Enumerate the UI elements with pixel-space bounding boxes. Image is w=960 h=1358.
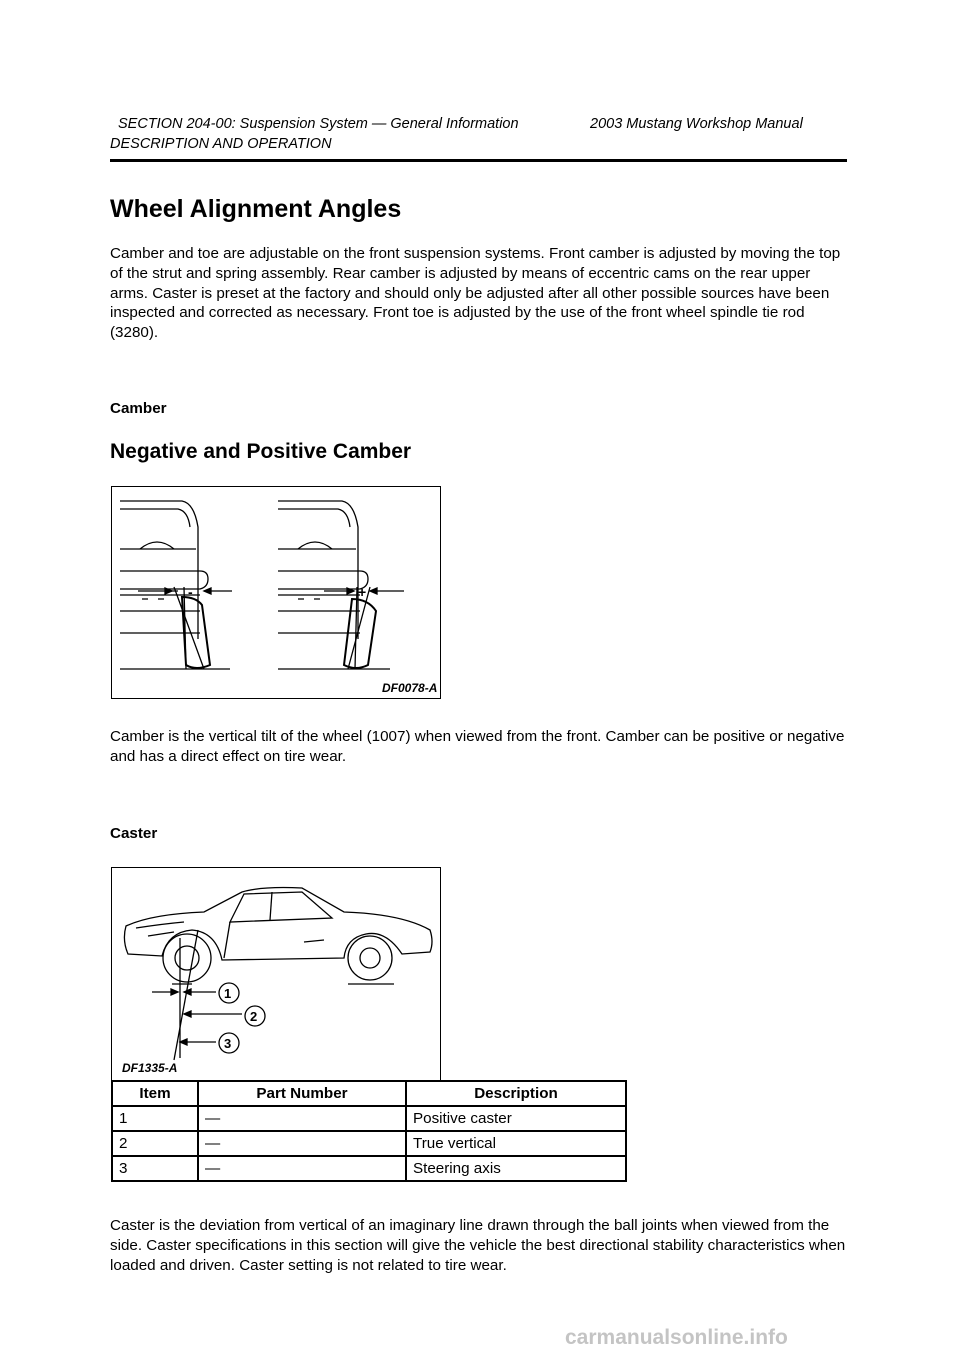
column-header: Item [112, 1081, 198, 1106]
caster-figure [111, 867, 441, 1081]
camber-paragraph: Camber is the vertical tilt of the wheel (1007) when viewed from the front. Camber can be positive or negative and has a direct effect on tire wear. [110, 728, 845, 765]
positive-camber-sign: + [358, 584, 367, 600]
caster-parts-table [111, 1080, 627, 1182]
callout-3: 3 [224, 1036, 232, 1051]
camber-figure-title: Negative and Positive Camber [110, 440, 412, 463]
caster-lines [152, 930, 265, 1060]
header-rule [110, 159, 847, 162]
header-subtitle: DESCRIPTION AND OPERATION [110, 136, 332, 152]
figure-id-label: DF1335-A [122, 1061, 178, 1075]
table-row [112, 1156, 626, 1181]
caster-heading: Caster [110, 825, 158, 842]
table-cell: 3 [112, 1156, 198, 1181]
figure-id-label: DF0078-A [382, 681, 438, 695]
intro-paragraph: Camber and toe are adjustable on the front suspension systems. Front camber is adjusted by moving the top of the strut and spring assembly. Rear camber is adjusted by means of eccentric cams on the rear upper arms. Caster is preset at the factory and should only be adjusted after all other possible sources have been inspected and corrected as necessary. Front toe is adjusted by the use of the front wheel spindle tie rod (3280). [110, 245, 841, 342]
table-cell: — [198, 1106, 406, 1131]
table-cell: — [198, 1131, 406, 1156]
page-title: Wheel Alignment Angles [110, 195, 402, 223]
camber-heading: Camber [110, 400, 167, 417]
caster-paragraph: Caster is the deviation from vertical of an imaginary line drawn through the ball joints when viewed from the side. Caster specifications in this section will give the vehicle the best directional stability characteristics when loaded and driven. Caster setting is not related to tire wear. [110, 1217, 846, 1274]
header-section-title: SECTION 204-00: Suspension System — General Information [118, 116, 519, 132]
table-cell: Positive caster [406, 1106, 626, 1131]
table-cell: 1 [112, 1106, 198, 1131]
table-cell: True vertical [406, 1131, 626, 1156]
table-cell: Steering axis [406, 1156, 626, 1181]
camber-figure [111, 486, 441, 699]
callout-2: 2 [250, 1009, 258, 1024]
negative-camber-sign: - [188, 584, 193, 600]
positive-camber-diagram [278, 501, 404, 669]
table-cell: — [198, 1156, 406, 1181]
table-cell: 2 [112, 1131, 198, 1156]
car-side-view [124, 888, 432, 985]
table-row [112, 1131, 626, 1156]
callout-1: 1 [224, 986, 232, 1001]
table-row [112, 1106, 626, 1131]
negative-camber-diagram [120, 501, 232, 669]
watermark: carmanualsonline.info [565, 1326, 788, 1349]
table-header-row [112, 1081, 626, 1106]
column-header: Part Number [198, 1081, 406, 1106]
column-header: Description [406, 1081, 626, 1106]
header-manual-title: 2003 Mustang Workshop Manual [590, 116, 803, 132]
